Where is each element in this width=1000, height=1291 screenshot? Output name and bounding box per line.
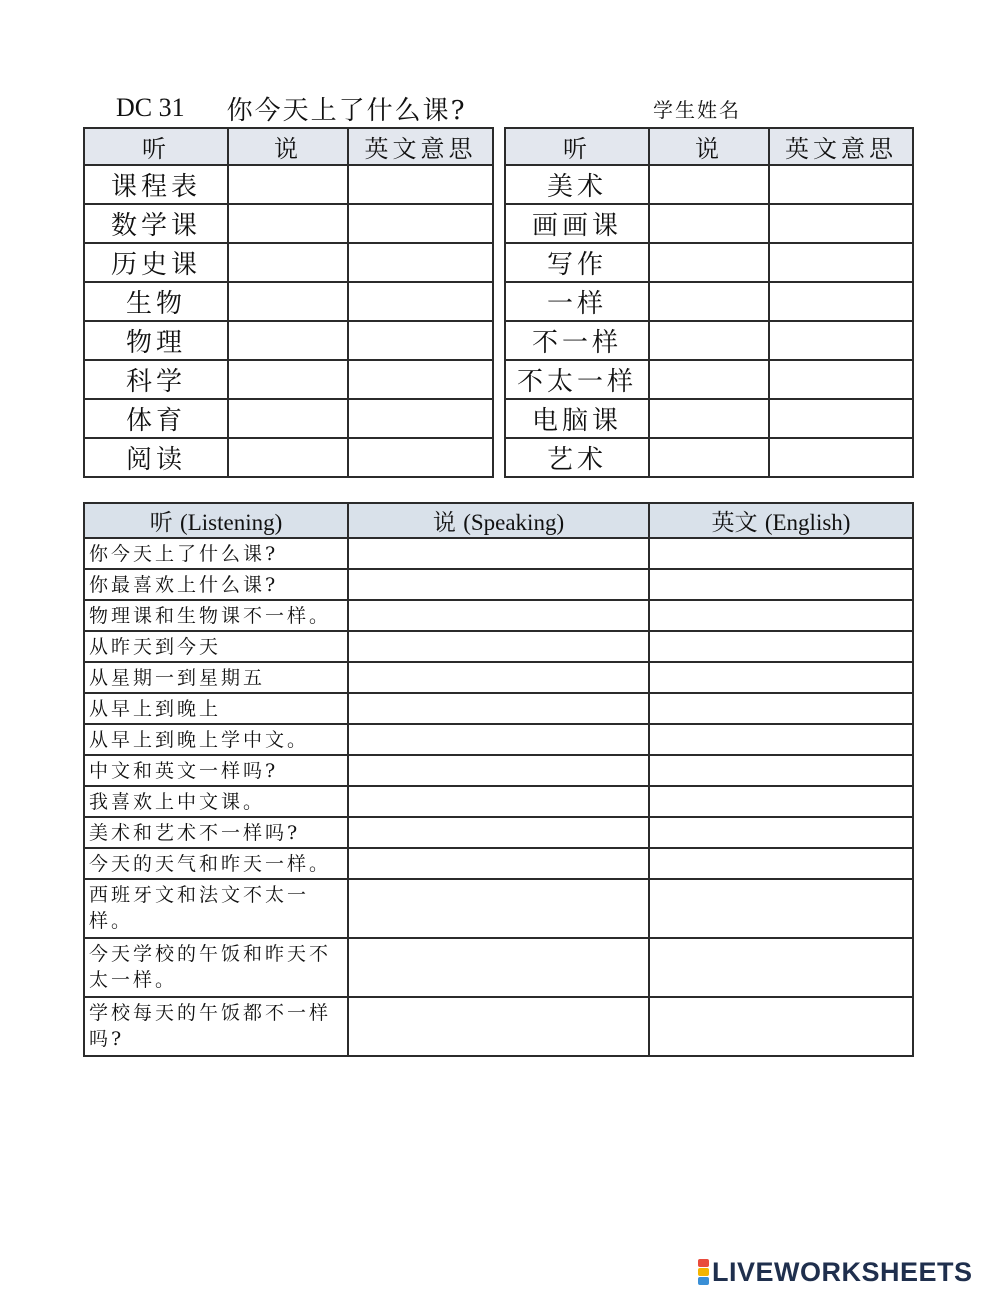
sentence-text: 中文和英文一样吗? <box>84 755 348 786</box>
logo-block <box>698 1259 709 1267</box>
speaking-answer-cell[interactable] <box>348 662 649 693</box>
sentence-row <box>84 755 913 786</box>
sentence-row <box>84 938 913 997</box>
speaking-answer-cell[interactable] <box>348 786 649 817</box>
sentence-row <box>84 662 913 693</box>
vocab-word: 电脑课 <box>505 399 649 438</box>
vocab-word: 不一样 <box>505 321 649 360</box>
speak-answer-cell[interactable] <box>649 399 769 438</box>
vocab-row <box>84 243 493 282</box>
english-answer-cell[interactable] <box>649 997 913 1056</box>
speaking-cn: 说 <box>432 510 456 536</box>
sentence-row <box>84 538 913 569</box>
sentence-table <box>83 502 914 1057</box>
vocab-row <box>505 438 913 477</box>
english-answer-cell[interactable] <box>649 724 913 755</box>
sentence-text: 物理课和生物课不一样。 <box>84 600 348 631</box>
speaking-answer-cell[interactable] <box>348 631 649 662</box>
english-answer-cell[interactable] <box>649 662 913 693</box>
listening-cn: 听 <box>149 510 173 536</box>
liveworksheets-logo-icon <box>698 1259 709 1285</box>
vocab-word: 一样 <box>505 282 649 321</box>
logo-block <box>698 1277 709 1285</box>
english-answer-cell[interactable] <box>649 817 913 848</box>
vocab-word: 美术 <box>505 165 649 204</box>
sentence-text: 我喜欢上中文课。 <box>84 786 348 817</box>
column-header-listen: 听 <box>505 128 649 165</box>
speak-answer-cell[interactable] <box>228 360 348 399</box>
meaning-answer-cell[interactable] <box>769 438 913 477</box>
column-header-speak: 说 <box>649 128 769 165</box>
speak-answer-cell[interactable] <box>649 243 769 282</box>
speaking-answer-cell[interactable] <box>348 848 649 879</box>
speaking-answer-cell[interactable] <box>348 538 649 569</box>
meaning-answer-cell[interactable] <box>348 321 493 360</box>
vocab-word: 物理 <box>84 321 228 360</box>
vocab-word: 历史课 <box>84 243 228 282</box>
speak-answer-cell[interactable] <box>649 282 769 321</box>
vocab-row <box>505 399 913 438</box>
english-answer-cell[interactable] <box>649 938 913 997</box>
english-answer-cell[interactable] <box>649 600 913 631</box>
speak-answer-cell[interactable] <box>649 438 769 477</box>
english-en: (English) <box>764 510 851 535</box>
speak-answer-cell[interactable] <box>228 438 348 477</box>
english-cn: 英文 <box>711 510 758 536</box>
worksheet-title <box>116 88 467 128</box>
sentence-row <box>84 631 913 662</box>
sentence-row <box>84 600 913 631</box>
lesson-code: DC 31 <box>116 93 185 122</box>
speaking-answer-cell[interactable] <box>348 755 649 786</box>
column-header-speaking <box>348 503 649 538</box>
meaning-answer-cell[interactable] <box>348 360 493 399</box>
sentence-text: 你今天上了什么课? <box>84 538 348 569</box>
vocab-row <box>505 282 913 321</box>
speak-answer-cell[interactable] <box>228 282 348 321</box>
vocab-row <box>84 165 493 204</box>
column-header-speak: 说 <box>228 128 348 165</box>
sentence-text: 西班牙文和法文不太一样。 <box>84 879 348 938</box>
vocab-word: 不太一样 <box>505 360 649 399</box>
meaning-answer-cell[interactable] <box>769 399 913 438</box>
speak-answer-cell[interactable] <box>649 165 769 204</box>
sentence-text: 今天的天气和昨天一样。 <box>84 848 348 879</box>
meaning-answer-cell[interactable] <box>348 165 493 204</box>
vocab-word: 体育 <box>84 399 228 438</box>
vocab-word: 艺术 <box>505 438 649 477</box>
logo-block <box>698 1268 709 1276</box>
sentence-text: 从早上到晚上 <box>84 693 348 724</box>
meaning-answer-cell[interactable] <box>769 165 913 204</box>
speak-answer-cell[interactable] <box>228 204 348 243</box>
english-answer-cell[interactable] <box>649 786 913 817</box>
speaking-answer-cell[interactable] <box>348 569 649 600</box>
speaking-answer-cell[interactable] <box>348 693 649 724</box>
speaking-answer-cell[interactable] <box>348 600 649 631</box>
speak-answer-cell[interactable] <box>649 321 769 360</box>
speaking-answer-cell[interactable] <box>348 879 649 938</box>
column-header-listening <box>84 503 348 538</box>
vocab-row <box>505 360 913 399</box>
speaking-answer-cell[interactable] <box>348 724 649 755</box>
sentence-row <box>84 569 913 600</box>
column-header-meaning: 英文意思 <box>769 128 913 165</box>
meaning-answer-cell[interactable] <box>769 360 913 399</box>
sentence-text: 美术和艺术不一样吗? <box>84 817 348 848</box>
sentence-row <box>84 693 913 724</box>
vocab-word: 画画课 <box>505 204 649 243</box>
meaning-answer-cell[interactable] <box>348 204 493 243</box>
vocab-word: 数学课 <box>84 204 228 243</box>
sentence-text: 从昨天到今天 <box>84 631 348 662</box>
vocab-word: 课程表 <box>84 165 228 204</box>
english-answer-cell[interactable] <box>649 569 913 600</box>
meaning-answer-cell[interactable] <box>769 282 913 321</box>
meaning-answer-cell[interactable] <box>769 243 913 282</box>
english-answer-cell[interactable] <box>649 848 913 879</box>
sentence-row <box>84 817 913 848</box>
sentence-text: 你最喜欢上什么课? <box>84 569 348 600</box>
meaning-answer-cell[interactable] <box>348 438 493 477</box>
vocab-row <box>505 321 913 360</box>
sentence-row <box>84 724 913 755</box>
speak-answer-cell[interactable] <box>228 165 348 204</box>
vocab-word: 写作 <box>505 243 649 282</box>
liveworksheets-brand <box>698 1257 973 1287</box>
column-header-listen: 听 <box>84 128 228 165</box>
column-header-english <box>649 503 913 538</box>
vocab-table-left <box>83 127 494 478</box>
vocab-row <box>84 399 493 438</box>
meaning-answer-cell[interactable] <box>348 399 493 438</box>
sentence-row <box>84 997 913 1056</box>
meaning-answer-cell[interactable] <box>769 204 913 243</box>
english-answer-cell[interactable] <box>649 631 913 662</box>
vocab-row <box>505 243 913 282</box>
speaking-answer-cell[interactable] <box>348 817 649 848</box>
english-answer-cell[interactable] <box>649 879 913 938</box>
listening-en: (Listening) <box>180 510 283 535</box>
vocab-row <box>84 282 493 321</box>
vocab-row <box>84 438 493 477</box>
speaking-answer-cell[interactable] <box>348 997 649 1056</box>
vocab-word: 科学 <box>84 360 228 399</box>
speaking-answer-cell[interactable] <box>348 938 649 997</box>
sentence-row <box>84 879 913 938</box>
meaning-answer-cell[interactable] <box>348 282 493 321</box>
sentence-text: 学校每天的午饭都不一样吗? <box>84 997 348 1056</box>
column-header-meaning: 英文意思 <box>348 128 493 165</box>
vocab-word: 生物 <box>84 282 228 321</box>
vocab-row <box>84 321 493 360</box>
student-name-label: 学生姓名 <box>653 98 741 122</box>
meaning-answer-cell[interactable] <box>769 321 913 360</box>
vocab-row <box>505 165 913 204</box>
sentence-text: 今天学校的午饭和昨天不太一样。 <box>84 938 348 997</box>
vocab-table-right <box>504 127 914 478</box>
vocab-row <box>84 204 493 243</box>
speaking-en: (Speaking) <box>463 510 565 535</box>
vocab-row <box>84 360 493 399</box>
sentence-row <box>84 786 913 817</box>
vocab-word: 阅读 <box>84 438 228 477</box>
brand-text: LIVEWORKSHEETS <box>712 1256 973 1287</box>
vocab-row <box>505 204 913 243</box>
speak-answer-cell[interactable] <box>649 360 769 399</box>
speak-answer-cell[interactable] <box>649 204 769 243</box>
english-answer-cell[interactable] <box>649 755 913 786</box>
english-answer-cell[interactable] <box>649 693 913 724</box>
sentence-row <box>84 848 913 879</box>
sentence-text: 从早上到晚上学中文。 <box>84 724 348 755</box>
meaning-answer-cell[interactable] <box>348 243 493 282</box>
speak-answer-cell[interactable] <box>228 321 348 360</box>
speak-answer-cell[interactable] <box>228 399 348 438</box>
lesson-title: 你今天上了什么课? <box>226 95 467 126</box>
sentence-text: 从星期一到星期五 <box>84 662 348 693</box>
english-answer-cell[interactable] <box>649 538 913 569</box>
speak-answer-cell[interactable] <box>228 243 348 282</box>
